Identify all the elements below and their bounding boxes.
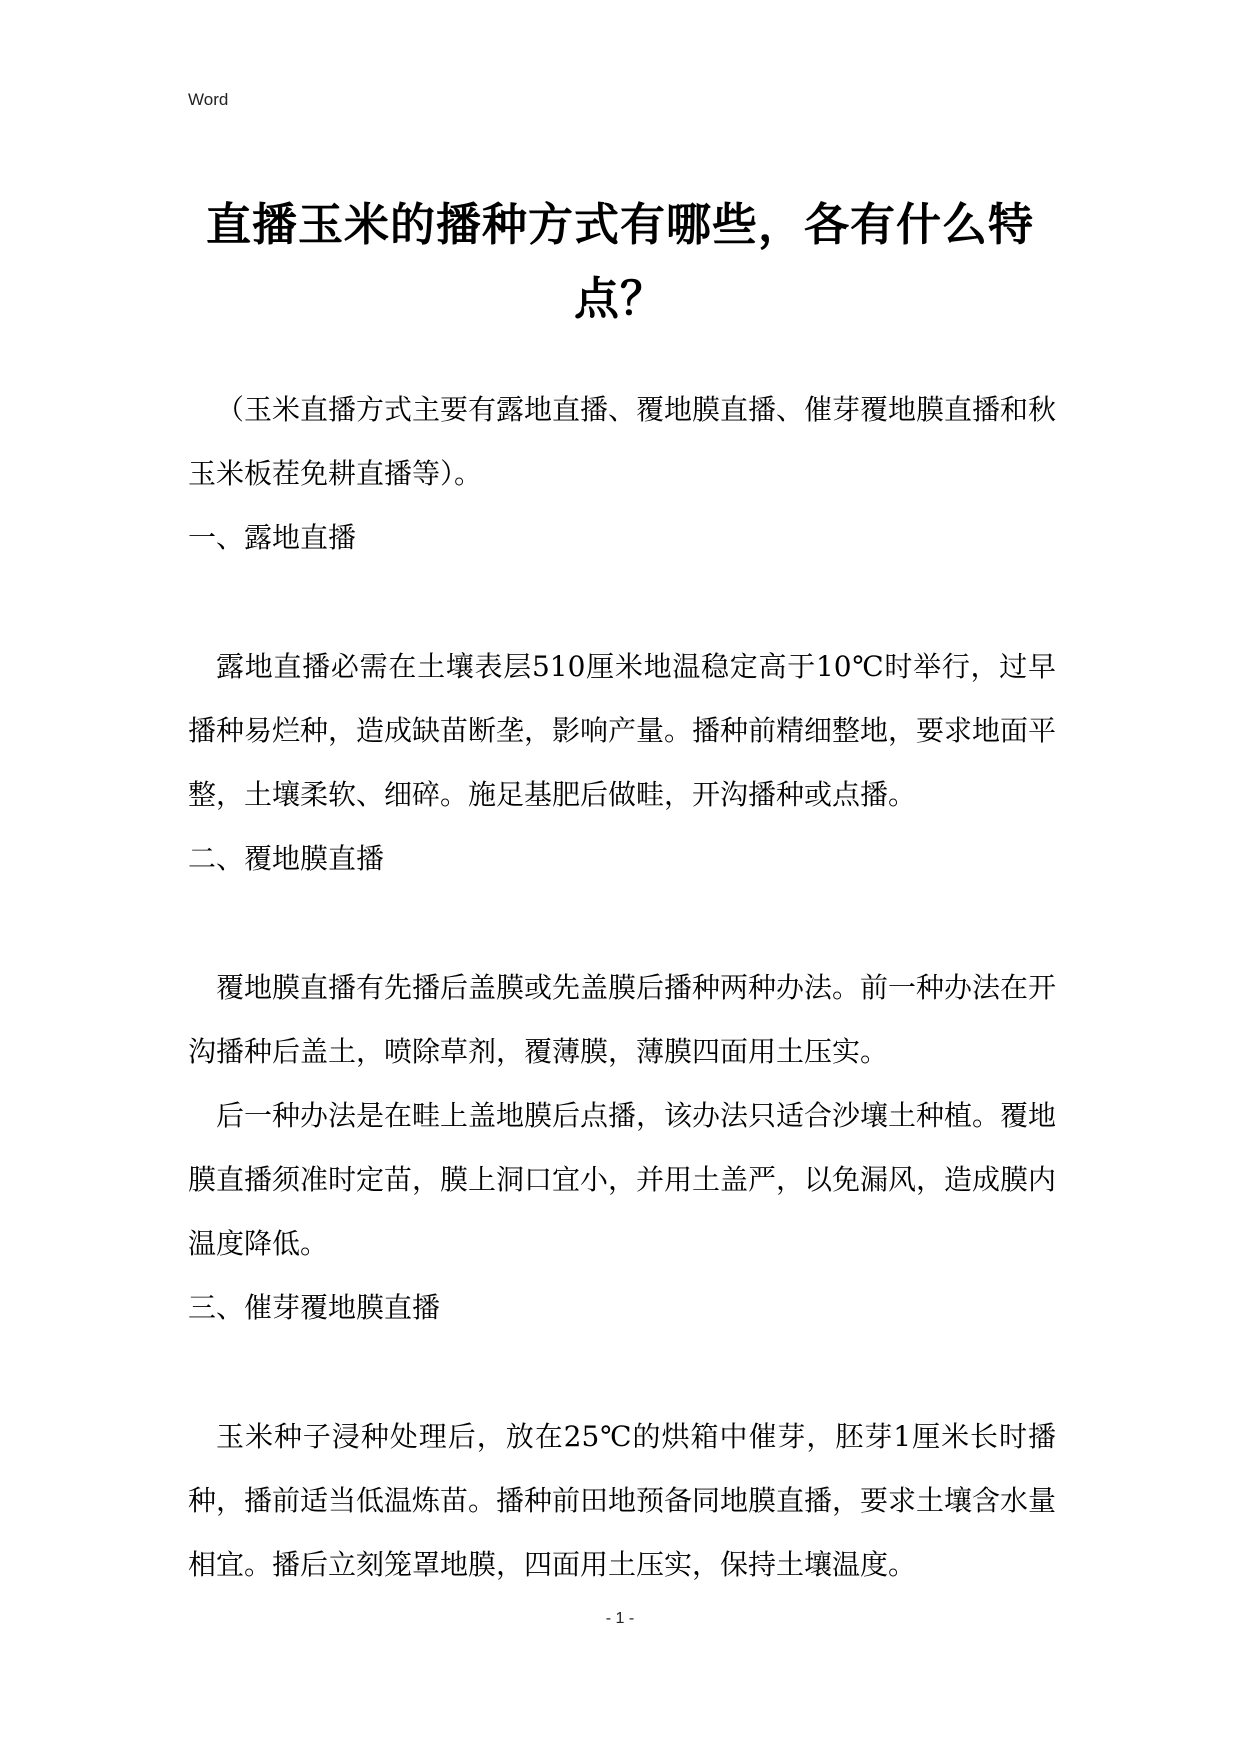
section-heading-3: 三、催芽覆地膜直播 [188, 1291, 441, 1324]
document-body [188, 378, 1056, 1597]
section-heading-2: 二、覆地膜直播 [188, 842, 385, 875]
spacer [188, 891, 1056, 956]
page-header: Word [188, 90, 229, 109]
section-2-paragraph-1: 覆地膜直播有先播后盖膜或先盖膜后播种两种办法。前一种办法在开沟播种后盖土，喷除草剂，覆薄膜，薄膜四面用土压实。 [188, 971, 1057, 1068]
section-3-paragraph-1: 玉米种子浸种处理后，放在25℃的烘箱中催芽，胚芽1厘米长时播种，播前适当低温炼苗。播种前田地预备同地膜直播，要求土壤含水量相宜。播后立刻笼罩地膜，四面用土压实，保持土壤温度。 [188, 1420, 1057, 1581]
spacer [188, 1340, 1056, 1405]
page-number: - 1 - [605, 1610, 635, 1627]
intro-paragraph: （玉米直播方式主要有露地直播、覆地膜直播、催芽覆地膜直播和秋玉米板茬免耕直播等）。 [188, 393, 1057, 490]
section-2-paragraph-2: 后一种办法是在畦上盖地膜后点播，该办法只适合沙壤土种植。覆地膜直播须准时定苗，膜上洞口宜小，并用土盖严，以免漏风，造成膜内温度降低。 [188, 1099, 1057, 1260]
section-heading-1: 一、露地直播 [188, 521, 357, 554]
title-line-1: 直播玉米的播种方式有哪些，各有什么特 [205, 198, 1034, 251]
title-line-2: 点？ [573, 272, 666, 325]
document-title [160, 188, 1080, 336]
spacer [188, 570, 1056, 635]
section-1-paragraph-1: 露地直播必需在土壤表层510厘米地温稳定高于10℃时举行，过早播种易烂种，造成缺苗断垄，影响产量。播种前精细整地，要求地面平整，土壤柔软、细碎。施足基肥后做畦，开沟播种或点播。 [188, 650, 1057, 811]
